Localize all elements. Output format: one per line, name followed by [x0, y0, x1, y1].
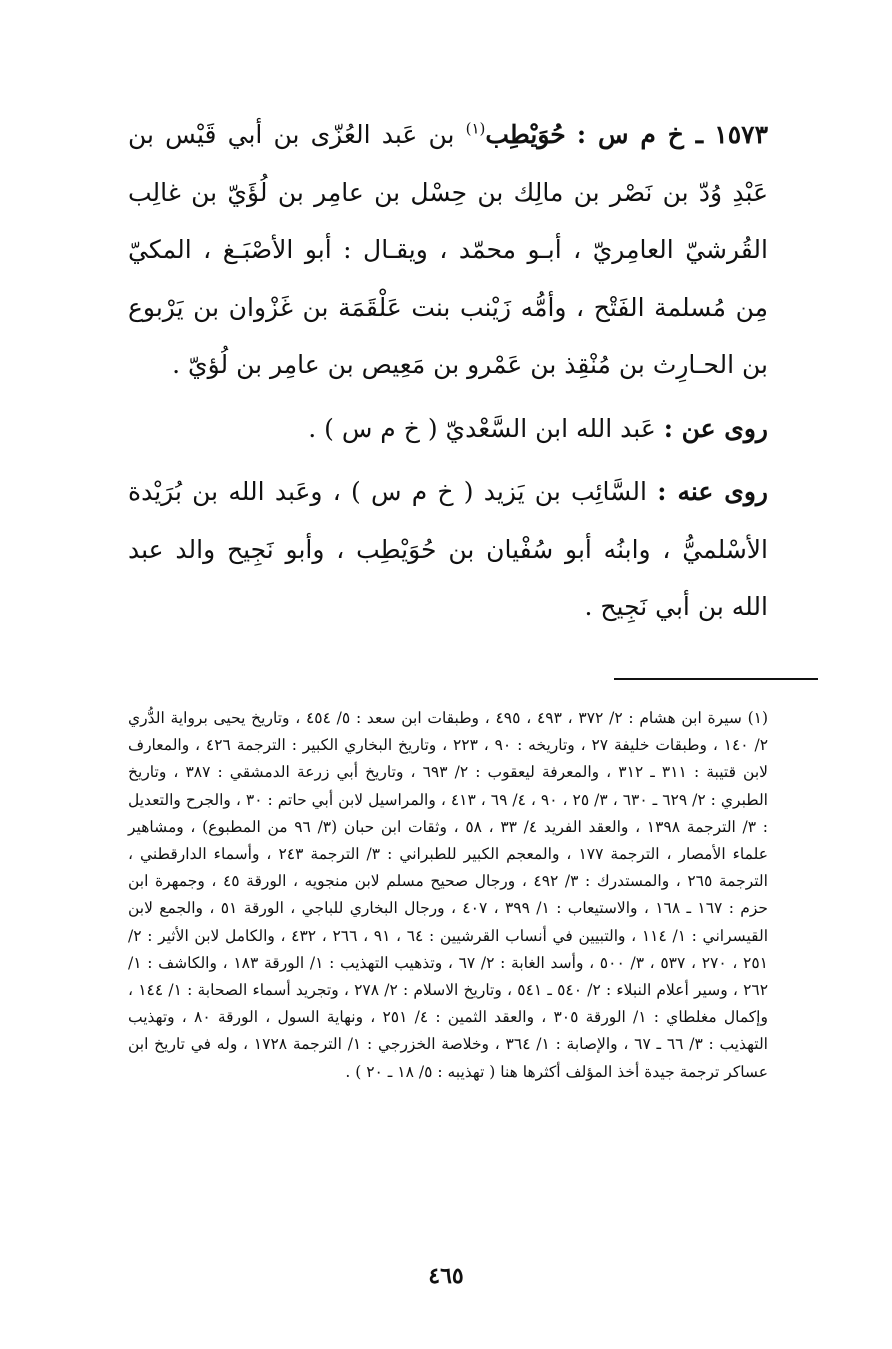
footnote-line: ٢٧٠ ، ٥٣٧ ، ٣/ ٥٠٠ ، وأسد الغابة : ٢/ ٦٧ ، وتذهيب التهذيب : ١/ الورقة ١٨٣ ،: [222, 953, 727, 972]
biography-entry: [128, 106, 768, 636]
footnote-line: وثقات ابن حبان (٣/ ٩٦ من المطبوع) ، ومشاهير علماء الأمصار ، الترجمة ١٧٧ ، والمعجم: [128, 817, 768, 864]
footnote-line: ورجال صحيح مسلم لابن منجويه ، الورقة ٤٥ ، وجمهرة ابن حزم : ١٦٧ ـ ١٦٨ ، والاستيعاب :: [128, 872, 768, 918]
footnote-line: والتبيين في أنساب القرشيين : ٦٤ ، ٩١ ، ٢٦٦ ، ٤٣٢ ، والكامل لابن الأثير : ٢/ ٢٥١ ،: [128, 926, 769, 972]
footnote-marker: (١): [465, 119, 486, 138]
footnote-line: وخلاصة الخزرجي : ١/ الترجمة ١٧٢٨ ، وله في تاريخ ابن عساكر ترجمة جيدة أخذ المؤلف: [128, 1035, 768, 1081]
page-number: ٤٦٥: [428, 1263, 464, 1289]
narrated-by-text: السَّائِب بن يَزيد ( خ م س ) ، وعَبد الله بن بُرَيْدة الأسْلميُّ ، وابنُه أبو سُفْيان بن حُوَيْطِب ، وأبو نَجِيح والد عبد الله بن أبي نَجِيح .: [128, 477, 768, 621]
entry-sigla: ـ خ م س :: [576, 120, 704, 149]
entry-name: حُوَيْطِب: [485, 120, 566, 149]
entry-text: بن عَبد العُزّى بن أبي قَيْس بن عَبْدِ وُدّ بن نَصْر بن مالِك بن حِسْل بن عامِر بن لُؤَيّ بن غالِب القُرشيّ العامِريّ ، أبـو محمّد ، ويقـال : أبو الأصْبَـغ ، المكيّ مِن مُسلمة الفَتْح ، وأمُّه زَيْنب بنت عَلْقَمَة بن غَزْوان بن يَرْبوع بن الحـارِث بن مُنْقِذ بن عَمْرو بن مَعِيص بن عامِر بن لُؤيّ .: [128, 120, 768, 379]
narrated-by-paragraph: [128, 463, 768, 636]
footnote-line: (١) سيرة ابن هشام : ٢/ ٣٧٢ ، ٤٩٣ ، ٤٩٥ ، وطبقات ابن سعد : ٥/ ٤٥٤ ، وتاريخ: [251, 709, 769, 727]
footnote-line: ٢٥١ ، ونهاية السول ، الورقة ٨٠ ، وتهذيب التهذيب : ٣/ ٦٦ ـ ٦٧ ، والإصابة : ١/ ٣٦٤ ،: [128, 1008, 768, 1054]
footnote-separator: [614, 678, 818, 680]
footnotes: [128, 705, 768, 1086]
footnote-line: والكاشف : ١/ ٢٦٢ ، وسير أعلام النبلاء : ٢/ ٥٤٠ ـ ٥٤١ ، وتاريخ الاسلام : ٢/ ٢٧٨ ،: [128, 953, 769, 1000]
narrated-from-label: روى عن :: [663, 413, 768, 443]
entry-number: ١٥٧٣: [714, 120, 768, 149]
footnote-line: وتجريد أسماء الصحابة : ١/ ١٤٤ ، وإكمال مغلطاي : ١/ الورقة ٣٠٥ ، والعقد الثمين : ٤/: [128, 981, 768, 1027]
footnote-line: زرعة الدمشقي : ٣٨٧ ، وتاريخ الطبري : ٢/ ٦٢٩ ـ ٦٣٠ ، ٣/ ٢٥ ، ٩٠ ، ٤/ ٦٩ ، ٤١٣ ،: [128, 763, 768, 809]
footnote-1: [128, 705, 768, 1086]
footnote-line: والمراسيل لابن أبي حاتم : ٣٠ ، والجرح والتعديل : ٣/ الترجمة ١٣٩٨ ، والعقد الفريد ٤/ ٣٣ ، ٥٨ ،: [128, 790, 768, 836]
footnote-line: أكثرها هنا ( تهذيبه : ٥/ ١٨ ـ ٢٠ ) .: [345, 1062, 561, 1081]
narrated-from-text: عَبد الله ابن السَّعْديّ ( خ م س ) .: [308, 413, 656, 443]
footnote-line: يحيى برواية الدُّري ٢/ ١٤٠ ، وطبقات خليفة ٢٧ ، وتاريخه : ٩٠ ، ٢٢٣ ، وتاريخ البخاري الكبير :: [128, 709, 769, 755]
footnote-line: الترجمة ٤٢٦ ، والمعارف لابن قتيبة : ٣١١ ـ ٣١٢ ، والمعرفة ليعقوب : ٢/ ٦٩٣ ، وتاريخ أبي: [128, 736, 768, 782]
narrated-from-paragraph: [128, 400, 768, 458]
narrated-by-label: روى عنه :: [657, 477, 768, 506]
entry-paragraph: [128, 106, 768, 394]
footnote-line: الكبير للطبراني : ٣/ الترجمة ٢٤٣ ، وأسماء الدارقطني ، الترجمة ٢٦٥ ، والمستدرك : ٣/ ٤٩٢ ،: [128, 845, 768, 891]
footnote-line: ١/ ٣٩٩ ، ٤٠٧ ، ورجال البخاري للباجي ، الورقة ٥١ ، والجمع لابن القيسراني : ١/ ١١٤ ،: [128, 899, 768, 945]
